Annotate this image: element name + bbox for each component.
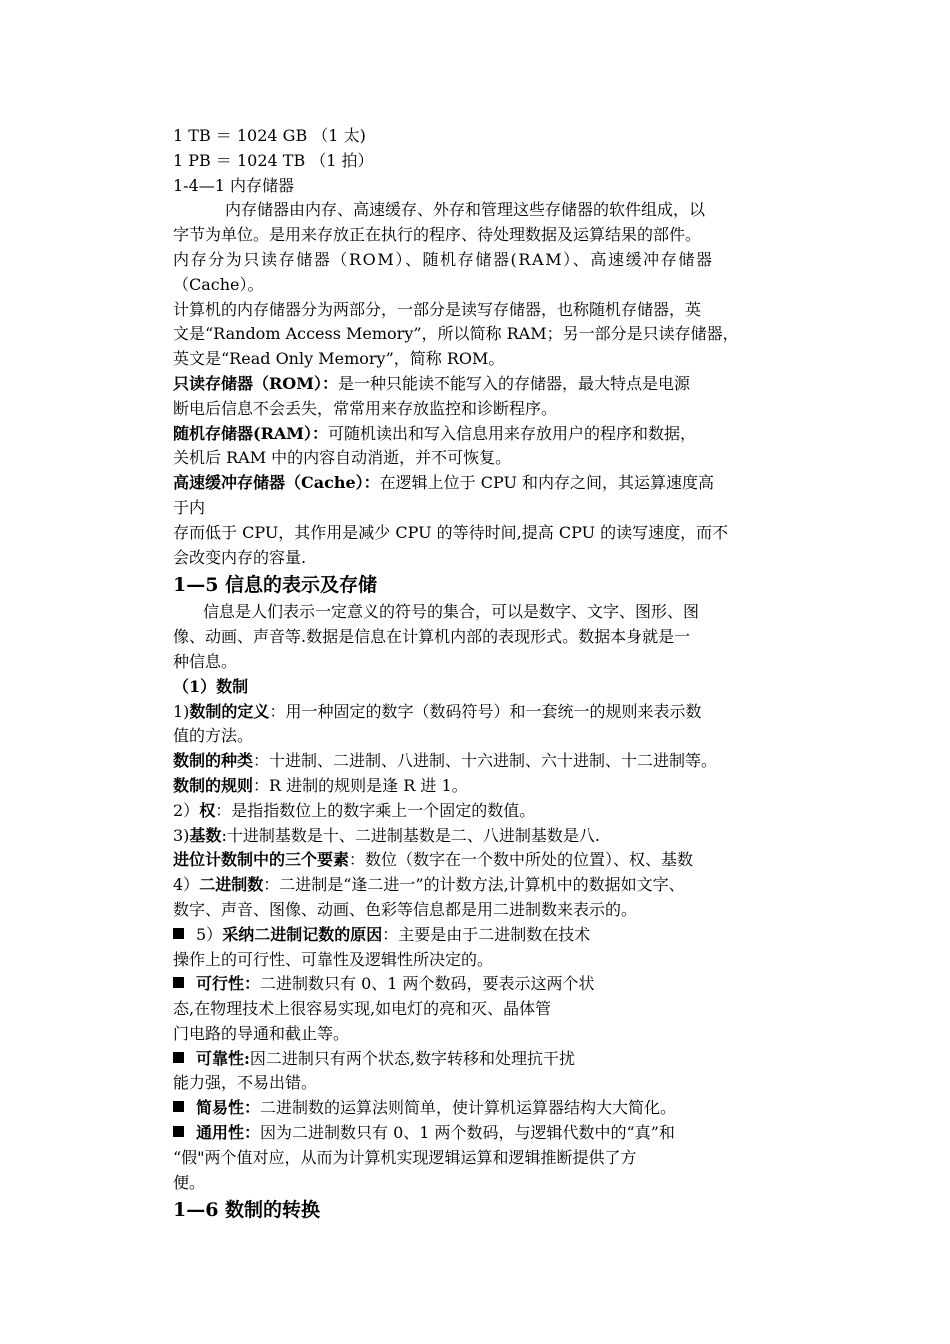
square-bullet-icon <box>173 1101 184 1112</box>
term-text: ：主要是由于二进制数在技术 <box>382 924 591 944</box>
term-label: 二进制数 <box>199 875 264 895</box>
text-line: 英文是“Read Only Memory”，简称 ROM。 <box>173 349 505 369</box>
term-label: 只读存储器（ROM）： <box>173 373 338 393</box>
text-line: 能力强，不易出错。 <box>173 1073 318 1093</box>
term-text: :十进制基数是十、二进制基数是二、八进制基数是八. <box>221 825 600 845</box>
bullet-item <box>173 972 833 997</box>
item-number: 5） <box>196 924 223 944</box>
text-line: 内存分为只读存储器（ROM）、随机存储器(RAM）、高速缓冲存储器 <box>173 249 714 269</box>
section-subheading: 1-4—1 内存储器 <box>173 175 295 195</box>
text-line <box>173 873 833 898</box>
text-line: 文是“Random Access Memory”，所以简称 RAM；另一部分是只读存储器， <box>173 324 739 344</box>
term-label: 基数 <box>189 825 222 845</box>
text-line <box>173 471 833 496</box>
term-text: 是一种只能读不能写入的存储器，最大特点是电源 <box>337 373 690 393</box>
term-label: 采纳二进制记数的原因 <box>222 924 383 944</box>
text-line: 断电后信息不会丢失，常常用来存放监控和诊断程序。 <box>173 398 558 418</box>
term-label: 高速缓冲存储器（Cache）： <box>173 473 380 493</box>
term-text: 因二进制只有两个状态,数字转移和处理抗干扰 <box>249 1048 576 1068</box>
text-line: 值的方法。 <box>173 726 254 746</box>
text-line: 1 PB ＝ 1024 TB （1 拍） <box>173 150 374 170</box>
term-text: ：用一种固定的数字（数码符号）和一套统一的规则来表示数 <box>269 701 702 721</box>
text-line: 关机后 RAM 中的内容自动消逝，并不可恢复。 <box>173 448 512 468</box>
term-label: 通用性： <box>196 1123 261 1143</box>
term-text: 在逻辑上位于 CPU 和内存之间，其运算速度高 <box>379 473 715 493</box>
bullet-item <box>173 1096 833 1121</box>
text-line: 态,在物理技术上很容易实现,如电灯的亮和灭、晶体管 <box>173 999 552 1019</box>
text-line: 门电路的导通和截止等。 <box>173 1023 350 1043</box>
text-line: 会改变内存的容量. <box>173 547 307 567</box>
term-text: ：十进制、二进制、八进制、十六进制、六十进制、十二进制等。 <box>253 751 718 771</box>
bullet-item <box>173 1121 833 1146</box>
term-text: 可随机读出和写入信息用来存放用户的程序和数据， <box>328 423 697 443</box>
text-line <box>173 774 833 799</box>
text-line: 像、动画、声音等.数据是信息在计算机内部的表现形式。数据本身就是一 <box>173 627 691 647</box>
bullet-item <box>173 1047 833 1072</box>
square-bullet-icon <box>173 1052 184 1063</box>
item-number: 2） <box>173 800 200 820</box>
text-line <box>173 700 833 725</box>
term-text: ：数位（数字在一个数中所处的位置）、权、基数 <box>349 850 694 870</box>
text-line: 1 TB ＝ 1024 GB （1 太) <box>173 126 366 145</box>
term-label: 数制的种类 <box>173 751 254 771</box>
text-line <box>173 372 833 397</box>
term-text: 二进制数只有 0、1 两个数码，要表示这两个状 <box>260 974 595 994</box>
item-number: 3) <box>173 825 190 845</box>
text-line: “假"两个值对应，从而为计算机实现逻辑运算和逻辑推断提供了方 <box>173 1147 637 1167</box>
square-bullet-icon <box>173 928 184 939</box>
text-line: 于内 <box>173 497 206 517</box>
term-text: 因为二进制数只有 0、1 两个数码，与逻辑代数中的“真”和 <box>260 1123 675 1143</box>
term-text: 二进制数的运算法则简单，使计算机运算器结构大大简化。 <box>260 1098 677 1118</box>
term-label: 简易性： <box>196 1098 261 1118</box>
term-label: 随机存储器(RAM）： <box>173 423 328 443</box>
section-heading: 1—6 数制的转换 <box>173 1199 321 1222</box>
text-line: （Cache）。 <box>173 274 264 294</box>
term-label: 可靠性: <box>196 1048 250 1068</box>
text-line <box>173 749 833 774</box>
text-line: 计算机的内存储器分为两部分，一部分是读写存储器，也称随机存储器，英 <box>173 299 702 319</box>
term-label: 数制的规则 <box>173 775 254 795</box>
text-line: 种信息。 <box>173 651 238 671</box>
text-line: 信息是人们表示一定意义的符号的集合，可以是数字、文字、图形、图 <box>203 602 700 622</box>
text-line <box>173 799 833 824</box>
text-line <box>173 824 833 849</box>
item-number: 1) <box>173 701 190 721</box>
text-line <box>173 422 833 447</box>
square-bullet-icon <box>173 977 184 988</box>
term-label: 数制的定义 <box>189 701 270 721</box>
text-line: 便。 <box>173 1172 206 1192</box>
item-number: 4） <box>173 875 200 895</box>
text-line: 操作上的可行性、可靠性及逻辑性所决定的。 <box>173 949 494 969</box>
text-line: 数字、声音、图像、动画、色彩等信息都是用二进制数来表示的。 <box>173 899 638 919</box>
term-text: ：二进制是“逢二进一”的计数方法,计算机中的数据如文字、 <box>263 875 685 895</box>
text-line: 内存储器由内存、高速缓存、外存和管理这些存储器的软件组成，以 <box>225 200 706 220</box>
square-bullet-icon <box>173 1126 184 1137</box>
text-line: 存而低于 CPU，其作用是减少 CPU 的等待时间,提高 CPU 的读写速度，而不 <box>173 522 729 542</box>
document-body <box>173 124 833 1225</box>
term-label: 权 <box>199 800 216 820</box>
text-line: 字节为单位。是用来存放正在执行的程序、待处理数据及运算结果的部件。 <box>173 225 702 245</box>
text-line <box>173 848 833 873</box>
bullet-item <box>173 923 833 948</box>
term-label: 进位计数制中的三个要素 <box>173 850 350 870</box>
term-text: ：R 进制的规则是逢 R 进 1。 <box>253 775 468 795</box>
section-heading: 1—5 信息的表示及存储 <box>173 574 378 597</box>
term-text: ：是指指数位上的数字乘上一个固定的数值。 <box>215 800 536 820</box>
subsection-heading: （1）数制 <box>173 676 249 696</box>
term-label: 可行性： <box>196 974 261 994</box>
